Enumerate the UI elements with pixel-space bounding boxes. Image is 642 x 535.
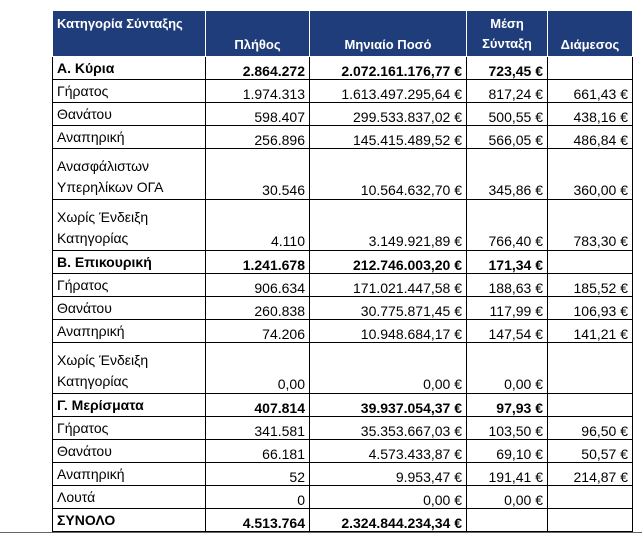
cell-count: 1.241.678: [206, 251, 310, 274]
table-row: [53, 509, 633, 532]
cell-category: Θανάτου: [53, 103, 206, 126]
cell-count: 30.546: [206, 149, 310, 200]
header-monthly-amount: Μηνιαίο Ποσό: [310, 11, 467, 57]
cell-count: 598.407: [206, 103, 310, 126]
cell-median: 50,57 €: [548, 440, 633, 463]
table-row: [53, 297, 633, 320]
cell-count: 0: [206, 486, 310, 509]
cell-monthly-amount: 171.021.447,58 €: [310, 274, 467, 297]
cell-median: 214,87 €: [548, 463, 633, 486]
cell-median: 438,16 €: [548, 103, 633, 126]
table-row: [53, 274, 633, 297]
table-row: [53, 463, 633, 486]
cell-average-pension: 345,86 €: [467, 149, 548, 200]
table-body: [53, 57, 633, 532]
cell-count: 52: [206, 463, 310, 486]
table-row: [53, 417, 633, 440]
cell-average-pension: 817,24 €: [467, 80, 548, 103]
cell-monthly-amount: 4.573.433,87 €: [310, 440, 467, 463]
cell-average-pension: 191,41 €: [467, 463, 548, 486]
table-row: [53, 200, 633, 251]
cell-median: [548, 343, 633, 394]
table-row: [53, 103, 633, 126]
table-row: [53, 440, 633, 463]
cell-count: 341.581: [206, 417, 310, 440]
cell-count: 0,00: [206, 343, 310, 394]
pension-table-container: [52, 10, 633, 532]
cell-category: Β. Επικουρική: [53, 251, 206, 274]
cell-count: 1.974.313: [206, 80, 310, 103]
cell-monthly-amount: 299.533.837,02 €: [310, 103, 467, 126]
cell-category: Θανάτου: [53, 440, 206, 463]
page-bottom-divider: [0, 532, 642, 533]
table-row: [53, 80, 633, 103]
header-category: Κατηγορία Σύνταξης: [53, 11, 206, 57]
cell-monthly-amount: 0,00 €: [310, 343, 467, 394]
cell-average-pension: 500,55 €: [467, 103, 548, 126]
cell-monthly-amount: 1.613.497.295,64 €: [310, 80, 467, 103]
cell-average-pension: 147,54 €: [467, 320, 548, 343]
cell-average-pension: 117,99 €: [467, 297, 548, 320]
header-average-pension: Μέση Σύνταξη: [467, 11, 548, 57]
cell-category: Θανάτου: [53, 297, 206, 320]
cell-average-pension: 69,10 €: [467, 440, 548, 463]
cell-monthly-amount: 9.953,47 €: [310, 463, 467, 486]
cell-count: 4.513.764: [206, 509, 310, 532]
cell-average-pension: 566,05 €: [467, 126, 548, 149]
cell-median: 96,50 €: [548, 417, 633, 440]
cell-median: [548, 57, 633, 80]
cell-monthly-amount: 2.072.161.176,77 €: [310, 57, 467, 80]
cell-median: 185,52 €: [548, 274, 633, 297]
cell-average-pension: 0,00 €: [467, 486, 548, 509]
cell-count: 906.634: [206, 274, 310, 297]
pension-table: [52, 10, 633, 532]
cell-category: Χωρίς Ένδειξη Κατηγορίας: [53, 343, 206, 394]
table-row: [53, 57, 633, 80]
cell-category: Λουτά: [53, 486, 206, 509]
cell-monthly-amount: 30.775.871,45 €: [310, 297, 467, 320]
cell-count: 2.864.272: [206, 57, 310, 80]
table-row: [53, 486, 633, 509]
table-row: [53, 343, 633, 394]
cell-count: 4.110: [206, 200, 310, 251]
cell-median: 141,21 €: [548, 320, 633, 343]
cell-monthly-amount: 10.948.684,17 €: [310, 320, 467, 343]
cell-monthly-amount: 35.353.667,03 €: [310, 417, 467, 440]
cell-monthly-amount: 3.149.921,89 €: [310, 200, 467, 251]
cell-median: 486,84 €: [548, 126, 633, 149]
cell-average-pension: 188,63 €: [467, 274, 548, 297]
cell-count: 256.896: [206, 126, 310, 149]
cell-category: Γήρατος: [53, 80, 206, 103]
cell-count: 74.206: [206, 320, 310, 343]
cell-average-pension: 171,34 €: [467, 251, 548, 274]
cell-category: Αναπηρική: [53, 126, 206, 149]
cell-count: 260.838: [206, 297, 310, 320]
table-header-row: [53, 11, 633, 57]
cell-median: [548, 486, 633, 509]
cell-average-pension: 103,50 €: [467, 417, 548, 440]
header-count: Πλήθος: [206, 11, 310, 57]
table-row: [53, 126, 633, 149]
cell-category: Αναπηρική: [53, 320, 206, 343]
cell-median: [548, 394, 633, 417]
header-median: Διάμεσος: [548, 11, 633, 57]
table-row: [53, 320, 633, 343]
table-row: [53, 251, 633, 274]
cell-average-pension: [467, 509, 548, 532]
cell-monthly-amount: 39.937.054,37 €: [310, 394, 467, 417]
cell-category: Α. Κύρια: [53, 57, 206, 80]
cell-monthly-amount: 10.564.632,70 €: [310, 149, 467, 200]
cell-median: 106,93 €: [548, 297, 633, 320]
cell-count: 66.181: [206, 440, 310, 463]
cell-average-pension: 0,00 €: [467, 343, 548, 394]
cell-average-pension: 766,40 €: [467, 200, 548, 251]
cell-monthly-amount: 2.324.844.234,34 €: [310, 509, 467, 532]
cell-median: 783,30 €: [548, 200, 633, 251]
table-row: [53, 394, 633, 417]
cell-monthly-amount: 0,00 €: [310, 486, 467, 509]
table-row: [53, 149, 633, 200]
cell-category: Γήρατος: [53, 417, 206, 440]
cell-category: Αναπηρική: [53, 463, 206, 486]
cell-monthly-amount: 212.746.003,20 €: [310, 251, 467, 274]
cell-average-pension: 97,93 €: [467, 394, 548, 417]
cell-count: 407.814: [206, 394, 310, 417]
cell-category: ΣΥΝΟΛΟ: [53, 509, 206, 532]
cell-category: Ανασφάλιστων Υπερηλίκων ΟΓΑ: [53, 149, 206, 200]
cell-average-pension: 723,45 €: [467, 57, 548, 80]
cell-median: 661,43 €: [548, 80, 633, 103]
cell-median: 360,00 €: [548, 149, 633, 200]
cell-category: Γ. Μερίσματα: [53, 394, 206, 417]
cell-median: [548, 509, 633, 532]
cell-category: Γήρατος: [53, 274, 206, 297]
cell-monthly-amount: 145.415.489,52 €: [310, 126, 467, 149]
cell-median: [548, 251, 633, 274]
cell-category: Χωρίς Ένδειξη Κατηγορίας: [53, 200, 206, 251]
